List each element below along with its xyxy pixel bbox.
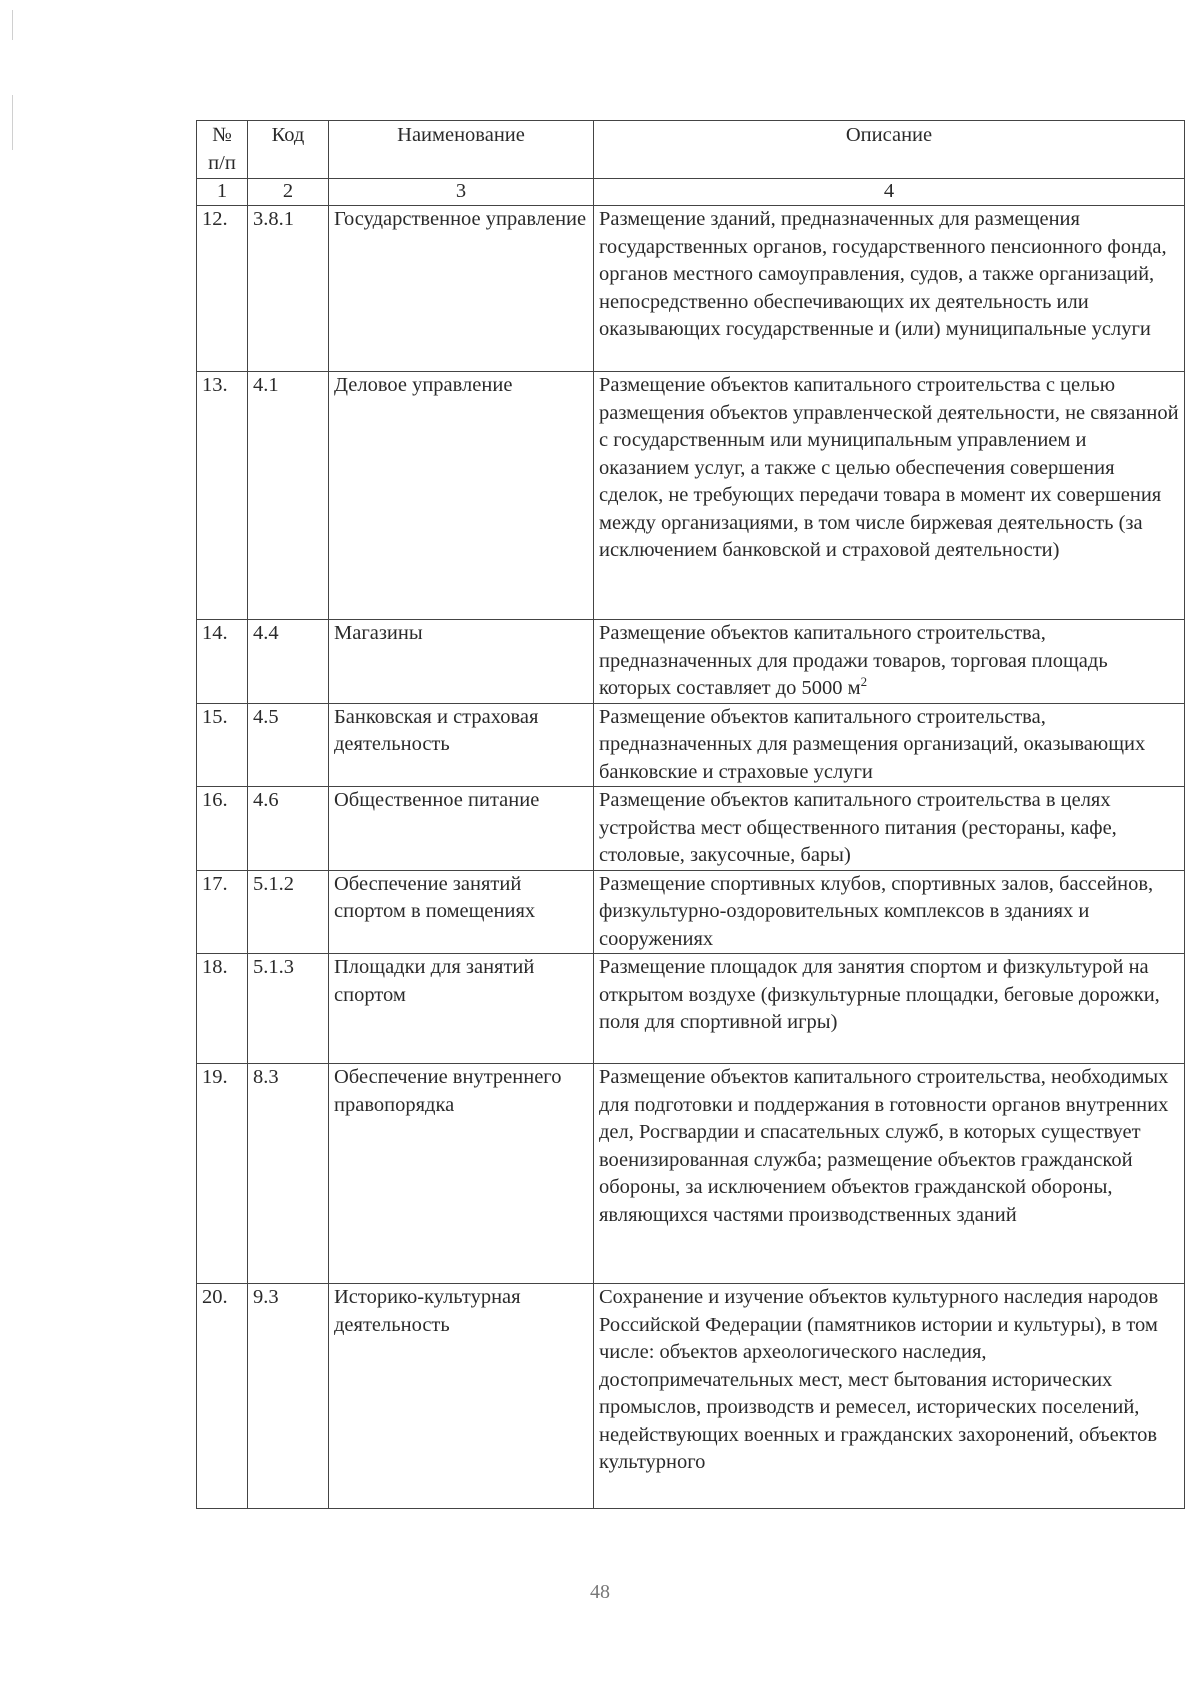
row-description: Размещение площадок для занятия спортом и физкультурой на открытом воздухе (физкультурные площадки, беговые дорожки, поля для спортивной игры) (594, 954, 1185, 1064)
row-name: Банковская и страховая деятельность (329, 703, 594, 787)
row-number: 15. (197, 703, 248, 787)
table-header-row (197, 121, 1185, 179)
column-number: 1 (197, 179, 248, 206)
table-row (197, 787, 1185, 871)
row-code: 3.8.1 (248, 206, 329, 372)
row-name: Обеспечение внутреннего правопорядка (329, 1064, 594, 1284)
row-code: 8.3 (248, 1064, 329, 1284)
row-number: 13. (197, 372, 248, 620)
row-description: Размещение спортивных клубов, спортивных залов, бассейнов, физкультурно-оздоровительных комплексов в зданиях и сооружениях (594, 870, 1185, 954)
table-row (197, 703, 1185, 787)
header-name: Наименование (329, 121, 594, 179)
row-description-text: Размещение объектов капитального строительства, предназначенных для продажи товаров, торговая площадь которых составляет до 5000 м (599, 622, 1108, 699)
row-code: 5.1.2 (248, 870, 329, 954)
table-row (197, 1064, 1185, 1284)
row-description: Размещение объектов капитального строительства, необходимых для подготовки и поддержания в готовности органов внутренних дел, Росгвардии и спасательных служб, в которых существует военизированная служба; размещение объектов гражданской обороны, за исключением объектов гражданской обороны, являющихся частями производственных зданий (594, 1064, 1185, 1284)
row-name: Площадки для занятий спортом (329, 954, 594, 1064)
table-row (197, 206, 1185, 372)
scan-edge-mark (12, 10, 13, 40)
row-description: Размещение объектов капитального строительства с целью размещения объектов управленческой деятельности, не связанной с государственным или муниципальным управлением и оказанием услуг, а также с целью обеспечения совершения сделок, не требующих передачи товара в момент их совершения между организациями, в том числе биржевая деятельность (за исключением банковской и страховой деятельности) (594, 372, 1185, 620)
row-number: 19. (197, 1064, 248, 1284)
row-number: 18. (197, 954, 248, 1064)
header-description: Описание (594, 121, 1185, 179)
row-code: 4.1 (248, 372, 329, 620)
table-row (197, 620, 1185, 704)
row-number: 14. (197, 620, 248, 704)
row-name: Деловое управление (329, 372, 594, 620)
row-name: Обеспечение занятий спортом в помещениях (329, 870, 594, 954)
header-number: № п/п (197, 121, 248, 179)
column-number: 3 (329, 179, 594, 206)
row-number: 12. (197, 206, 248, 372)
row-code: 4.6 (248, 787, 329, 871)
row-description: Сохранение и изучение объектов культурного наследия народов Российской Федерации (памятников истории и культуры), в том числе: объектов археологического наследия, достопримечательных мест, мест бытования исторических промыслов, производств и ремесел, исторических поселений, недействующих военных и гражданских захоронений, объектов культурного (594, 1284, 1185, 1509)
column-number-row (197, 179, 1185, 206)
row-number: 16. (197, 787, 248, 871)
row-name: Историко-культурная деятельность (329, 1284, 594, 1509)
row-description: Размещение объектов капитального строительства в целях устройства мест общественного питания (рестораны, кафе, столовые, закусочные, бары) (594, 787, 1185, 871)
row-code: 4.4 (248, 620, 329, 704)
row-description (594, 620, 1185, 704)
row-name: Государственное управление (329, 206, 594, 372)
header-code: Код (248, 121, 329, 179)
row-number: 17. (197, 870, 248, 954)
page-number: 48 (590, 1581, 610, 1603)
table-row (197, 954, 1185, 1064)
row-code: 9.3 (248, 1284, 329, 1509)
row-description: Размещение объектов капитального строительства, предназначенных для размещения организаций, оказывающих банковские и страховые услуги (594, 703, 1185, 787)
table-row (197, 372, 1185, 620)
column-number: 4 (594, 179, 1185, 206)
row-description: Размещение зданий, предназначенных для размещения государственных органов, государственного пенсионного фонда, органов местного самоуправления, судов, а также организаций, непосредственно обеспечивающих их деятельность или оказывающих государственные и (или) муниципальные услуги (594, 206, 1185, 372)
scan-edge-mark (12, 95, 13, 150)
row-name: Магазины (329, 620, 594, 704)
table-row (197, 870, 1185, 954)
land-use-table (196, 120, 1185, 1509)
row-name: Общественное питание (329, 787, 594, 871)
row-code: 5.1.3 (248, 954, 329, 1064)
row-code: 4.5 (248, 703, 329, 787)
superscript-2: 2 (860, 674, 868, 690)
row-number: 20. (197, 1284, 248, 1509)
column-number: 2 (248, 179, 329, 206)
table-row (197, 1284, 1185, 1509)
